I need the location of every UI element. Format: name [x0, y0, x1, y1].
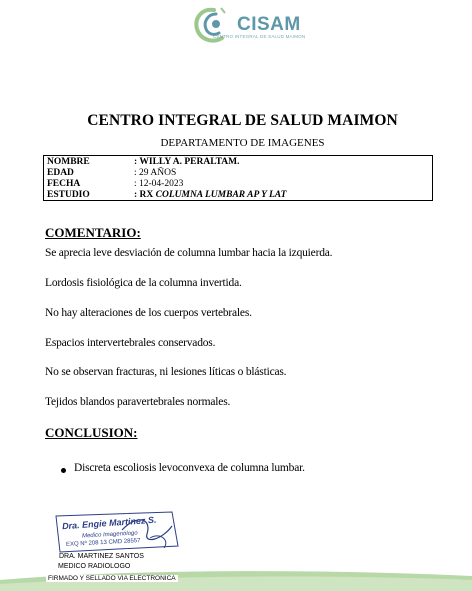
comentario-line: No se observan fracturas, ni lesiones líticas o blásticas. [45, 366, 287, 378]
comentario-line: No hay alteraciones de los cuerpos vertebrales. [45, 307, 252, 319]
info-label: FECHA [47, 179, 81, 189]
conclusion-heading: CONCLUSION: [45, 425, 138, 440]
signer-name: DRA. MARTINEZ SANTOS [59, 553, 144, 560]
patient-info-box [43, 155, 433, 201]
info-value [134, 190, 286, 201]
department-title: DEPARTAMENTO DE IMAGENES [160, 137, 325, 149]
study-name: COLUMNA LUMBAR AP Y LAT [155, 190, 287, 200]
conclusion-item: Discreta escoliosis levoconvexa de columna lumbar. [74, 462, 305, 474]
cisam-logo-icon [188, 4, 238, 48]
info-value: : 29 AÑOS [134, 168, 177, 178]
logo-tagline: CENTRO INTEGRAL DE SALUD MAIMON [213, 34, 306, 39]
info-label: ESTUDIO [47, 190, 90, 200]
document-title: CENTRO INTEGRAL DE SALUD MAIMON [87, 112, 398, 129]
info-value: : 12-04-2023 [134, 179, 184, 189]
comentario-line: Espacios intervertebrales conservados. [45, 337, 216, 349]
stamp-name: Dra. Engie Martinez S. [61, 514, 157, 532]
stamp-ids: EXQ Nº 208 13 CMD 28557 [65, 538, 141, 548]
cisam-logo [188, 4, 306, 48]
bullet-icon [61, 468, 66, 473]
signer-title: MEDICO RADIOLOGO [58, 563, 131, 570]
signature-note: FIRMADO Y SELLADO VIA ELECTRONICA [48, 575, 176, 582]
logo-name: CISAM [237, 14, 301, 35]
study-prefix: : RX [134, 190, 156, 200]
info-value: : WILLY A. PERALTAM. [134, 157, 240, 167]
info-label: NOMBRE [47, 157, 90, 167]
comentario-line: Tejidos blandos paravertebrales normales. [45, 396, 231, 408]
stamp-role: Medico Imagenólogo [81, 530, 138, 540]
comentario-line: Lordosis fisiológica de la columna invertida. [45, 277, 242, 289]
comentario-heading: COMENTARIO: [45, 225, 141, 240]
info-label: EDAD [47, 168, 74, 178]
signature-stamp [52, 510, 182, 556]
comentario-line: Se aprecia leve desviación de columna lumbar hacia la izquierda. [45, 247, 333, 259]
